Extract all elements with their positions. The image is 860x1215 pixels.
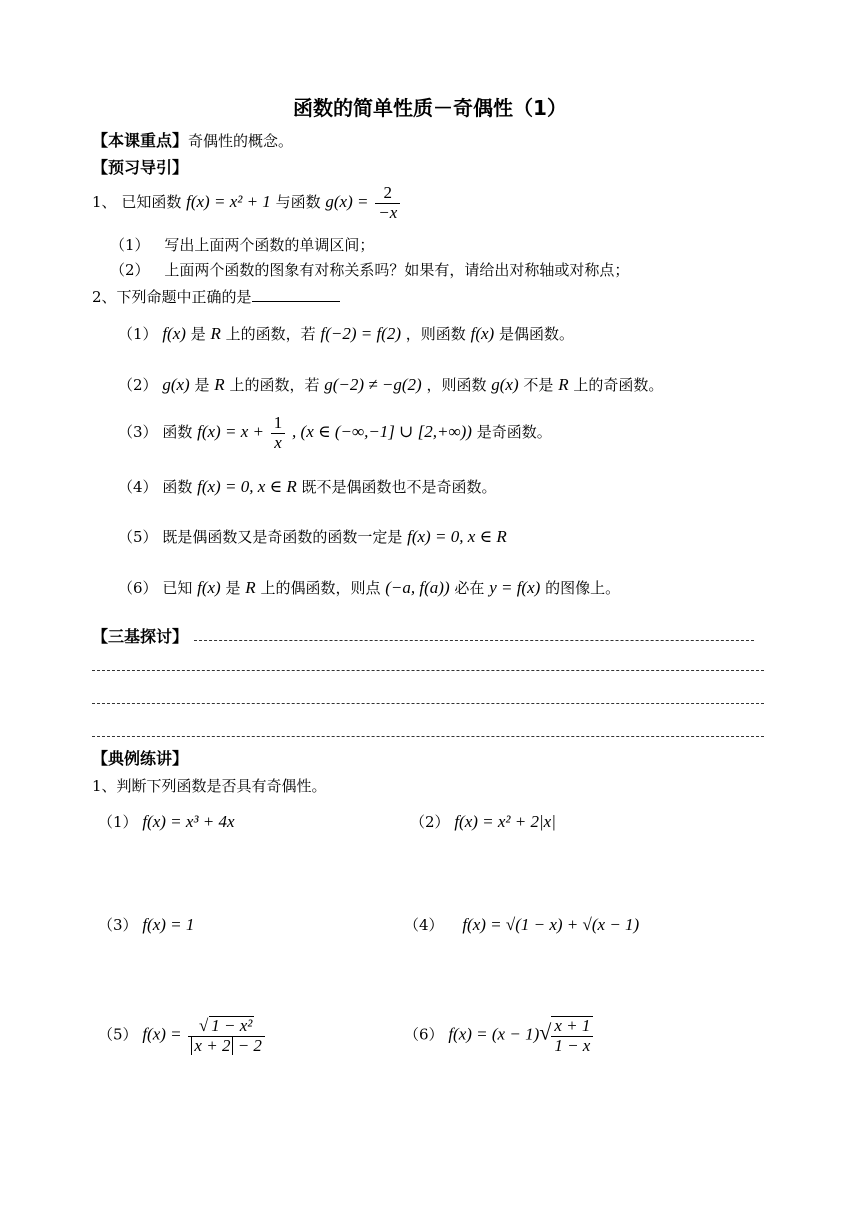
- preview-label: 【预习导引】: [92, 158, 189, 177]
- examples-q1: 1、判断下列函数是否具有奇偶性。: [92, 777, 327, 795]
- q2-item-6: [118, 577, 620, 598]
- q1-mid: 与函数: [275, 193, 321, 212]
- example-2: [410, 811, 556, 832]
- example-5-fraction: [188, 1016, 265, 1055]
- item-text: 是: [194, 376, 210, 394]
- q1-g-expr: g(x) =: [325, 192, 369, 212]
- math-expr: f(x) = x² + 2|x|: [454, 812, 556, 831]
- answer-blank[interactable]: [252, 287, 340, 302]
- example-5: [98, 1016, 267, 1055]
- item-text: 已知: [162, 579, 193, 597]
- q2-item-4: [118, 476, 497, 497]
- math-expr: f(x) = x³ + 4x: [142, 812, 235, 831]
- fraction-denominator: [188, 1037, 265, 1056]
- math-expr: f(x) =: [142, 1024, 182, 1044]
- q1-sub2: [110, 259, 629, 280]
- fraction-numerator: √ 1 − x²: [188, 1016, 265, 1037]
- item-number: （6）: [404, 1025, 444, 1044]
- focus-label: 【本课重点】: [92, 131, 189, 150]
- q2-item-5: [118, 526, 507, 547]
- math-expr: R: [214, 375, 225, 394]
- item-number: （1）: [118, 325, 158, 343]
- q2-item-1: [118, 323, 574, 344]
- math-expr: g(x): [491, 375, 519, 394]
- den-tail: − 2: [237, 1035, 262, 1055]
- focus-text: 奇偶性的概念。: [188, 132, 294, 150]
- math-expr: f(x) = x +: [197, 422, 264, 442]
- page-title: 函数的简单性质－奇偶性（1）: [293, 96, 567, 120]
- item-number: （5）: [118, 528, 158, 546]
- fraction-denominator: 1 − x: [554, 1035, 591, 1055]
- math-expr: (−a, f(a)): [385, 578, 450, 597]
- item-text: 不是: [523, 376, 554, 394]
- item-text: ，则函数: [405, 325, 466, 343]
- q2-item-3: [118, 414, 552, 452]
- math-expr: f(x) = 0, x ∈ R: [197, 477, 297, 496]
- focus-line: [92, 128, 293, 151]
- preview-q2: [92, 286, 340, 307]
- item-number: （6）: [118, 579, 158, 597]
- q1-sub2-text: 上面两个函数的图象有对称关系吗？如果有，请给出对称轴或对称点；: [164, 261, 630, 279]
- math-expr: f(x) = 1: [142, 915, 195, 934]
- fraction-numerator: x + 1: [551, 1017, 593, 1037]
- example-3: [98, 914, 194, 935]
- q1-sub2-number: （2）: [110, 261, 150, 279]
- math-expr: f(x): [470, 324, 495, 343]
- item-text: 是: [190, 325, 206, 343]
- item-text: 上的偶函数，则点: [260, 579, 381, 597]
- answer-line[interactable]: [92, 703, 764, 704]
- answer-line[interactable]: [92, 670, 764, 671]
- math-expr: R: [558, 375, 569, 394]
- preview-q1: [92, 184, 402, 222]
- item-number: （2）: [410, 813, 450, 831]
- discuss-label: 【三基探讨】: [92, 627, 189, 646]
- fraction-numerator: 1: [271, 414, 286, 434]
- item-text: ，则函数: [426, 376, 487, 394]
- q1-pre: 已知函数: [121, 193, 182, 212]
- fraction-denominator: x: [274, 432, 282, 452]
- q1-f-expr: f(x) = x² + 1: [186, 192, 271, 212]
- item-text: 的图像上。: [545, 579, 621, 597]
- math-expr: f(x) = 0, x ∈ R: [407, 527, 507, 546]
- q2-text: 2、下列命题中正确的是: [92, 288, 252, 306]
- abs-value: x + 2: [191, 1036, 233, 1055]
- reciprocal-fraction: [271, 414, 286, 452]
- example-1: [98, 811, 235, 832]
- q1-sub1-number: （1）: [110, 236, 150, 254]
- q1-g-denominator: −x: [378, 202, 398, 222]
- item-text: 上的函数，若: [229, 376, 320, 394]
- item-text: 既是偶函数又是奇函数的函数一定是: [162, 528, 403, 546]
- item-text: 函数: [162, 423, 193, 442]
- q2-item-2: [118, 374, 663, 395]
- math-expr: f(x) = (x − 1): [448, 1024, 540, 1044]
- item-text: 既不是偶函数也不是奇函数。: [301, 478, 497, 496]
- math-expr: , (x ∈ (−∞,−1] ∪ [2,+∞)): [292, 422, 472, 442]
- math-expr: g(−2) ≠ −g(2): [324, 375, 422, 394]
- item-text: 上的奇函数。: [573, 376, 664, 394]
- math-expr: y = f(x): [489, 578, 541, 597]
- answer-line[interactable]: [92, 736, 764, 737]
- answer-line[interactable]: [194, 640, 754, 641]
- item-number: （2）: [118, 376, 158, 394]
- example-6: [404, 1016, 595, 1055]
- math-expr: g(x): [162, 375, 190, 394]
- math-expr: R: [210, 324, 221, 343]
- q1-sub1: [110, 234, 374, 255]
- item-text: 是: [225, 579, 241, 597]
- example-4: [404, 914, 639, 935]
- item-number: （1）: [98, 813, 138, 831]
- math-expr: f(−2) = f(2): [320, 324, 402, 343]
- item-text: 必在: [454, 579, 485, 597]
- item-text: 函数: [162, 478, 193, 496]
- q1-g-fraction: [375, 184, 400, 222]
- item-number: （3）: [118, 423, 158, 442]
- sqrt-radicand: 1 − x²: [211, 1016, 253, 1035]
- math-expr: f(x): [197, 578, 221, 597]
- item-number: （4）: [118, 478, 158, 496]
- item-number: （5）: [98, 1025, 138, 1044]
- q1-sub1-text: 写出上面两个函数的单调区间；: [164, 236, 375, 254]
- math-expr: f(x): [162, 324, 186, 343]
- sqrt-sign-icon: √: [539, 1019, 552, 1045]
- q1-number: 1、: [92, 193, 117, 212]
- item-number: （3）: [98, 916, 138, 934]
- item-number: （4）: [404, 916, 444, 934]
- example-6-radical-fraction: [551, 1016, 593, 1055]
- examples-label: 【典例练讲】: [92, 749, 189, 768]
- item-text: 是偶函数。: [498, 325, 574, 343]
- item-text: 是奇函数。: [476, 423, 552, 442]
- q1-g-numerator: 2: [375, 184, 400, 204]
- math-expr: R: [245, 578, 256, 597]
- item-text: 上的函数，若: [225, 325, 316, 343]
- math-expr: f(x) = √(1 − x) + √(x − 1): [462, 915, 640, 934]
